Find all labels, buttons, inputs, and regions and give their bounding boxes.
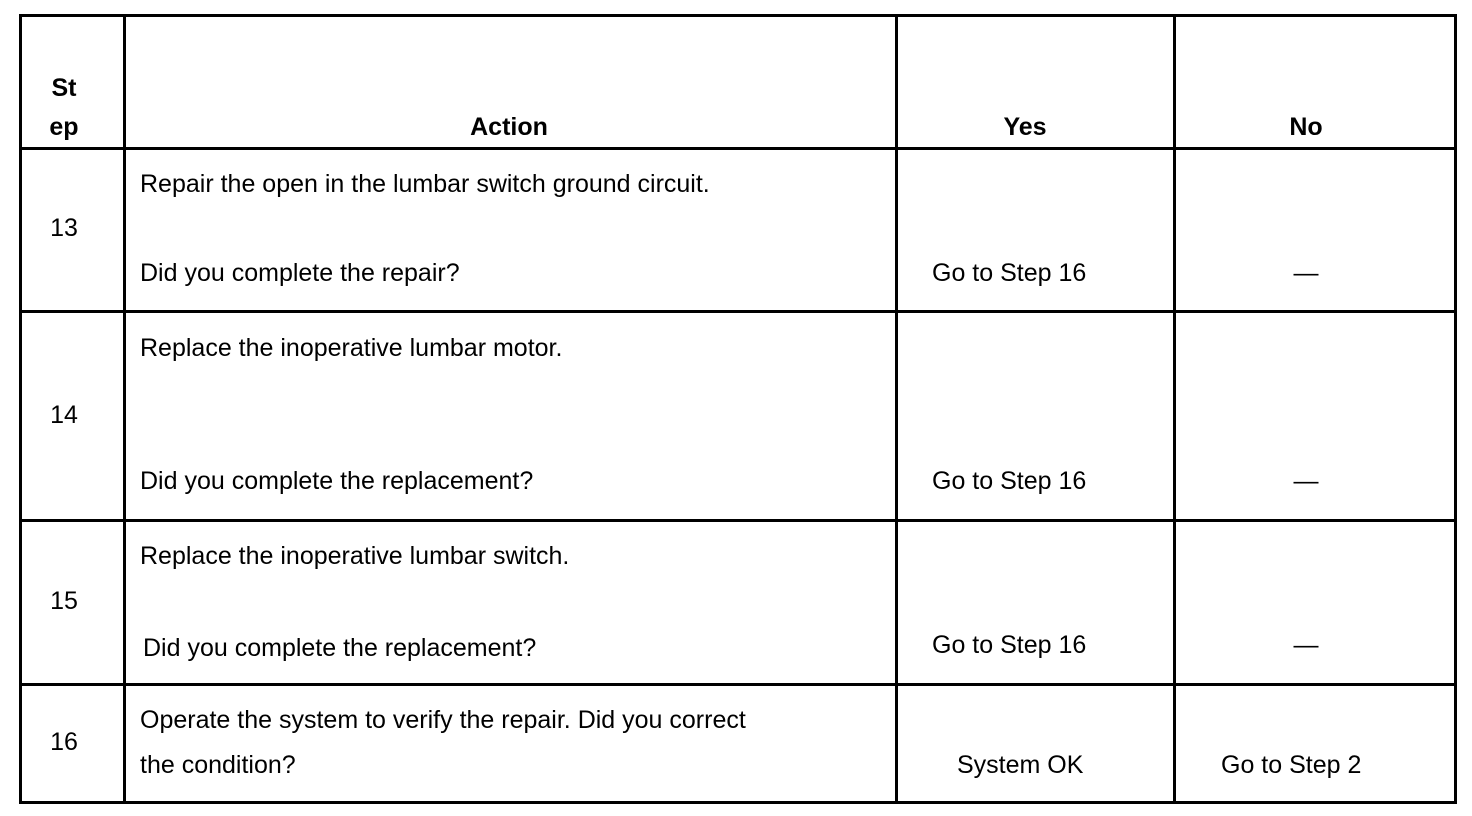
step-number: 13 [50,214,78,242]
row-divider [22,519,1454,522]
no-result: Go to Step 2 [1221,751,1362,779]
action-text: Replace the inoperative lumbar motor. [140,334,563,362]
action-question: Did you complete the repair? [140,259,460,287]
step-number: 15 [50,587,78,615]
no-result: — [1293,467,1319,495]
action-text: Replace the inoperative lumbar switch. [140,542,570,570]
no-result: — [1293,631,1319,659]
row-divider [22,310,1454,313]
yes-result: Go to Step 16 [932,467,1087,495]
action-text: Repair the open in the lumbar switch ground circuit. [140,170,710,198]
header-yes: Yes [1003,113,1047,141]
header-action: Action [470,113,548,141]
header-no: No [1289,113,1323,141]
step-number: 14 [50,401,78,429]
no-result: — [1293,259,1319,287]
action-question: Did you complete the replacement? [143,634,537,662]
action-question: the condition? [140,751,296,779]
row-divider [22,147,1454,150]
action-question: Did you complete the replacement? [140,467,534,495]
row-divider [22,683,1454,686]
yes-result: Go to Step 16 [932,631,1087,659]
yes-result: System OK [957,751,1084,779]
header-step-line2: ep [49,113,79,141]
yes-result: Go to Step 16 [932,259,1087,287]
step-number: 16 [50,728,78,756]
action-text: Operate the system to verify the repair. Did you correct [140,706,746,734]
header-step-line1: St [51,74,77,102]
